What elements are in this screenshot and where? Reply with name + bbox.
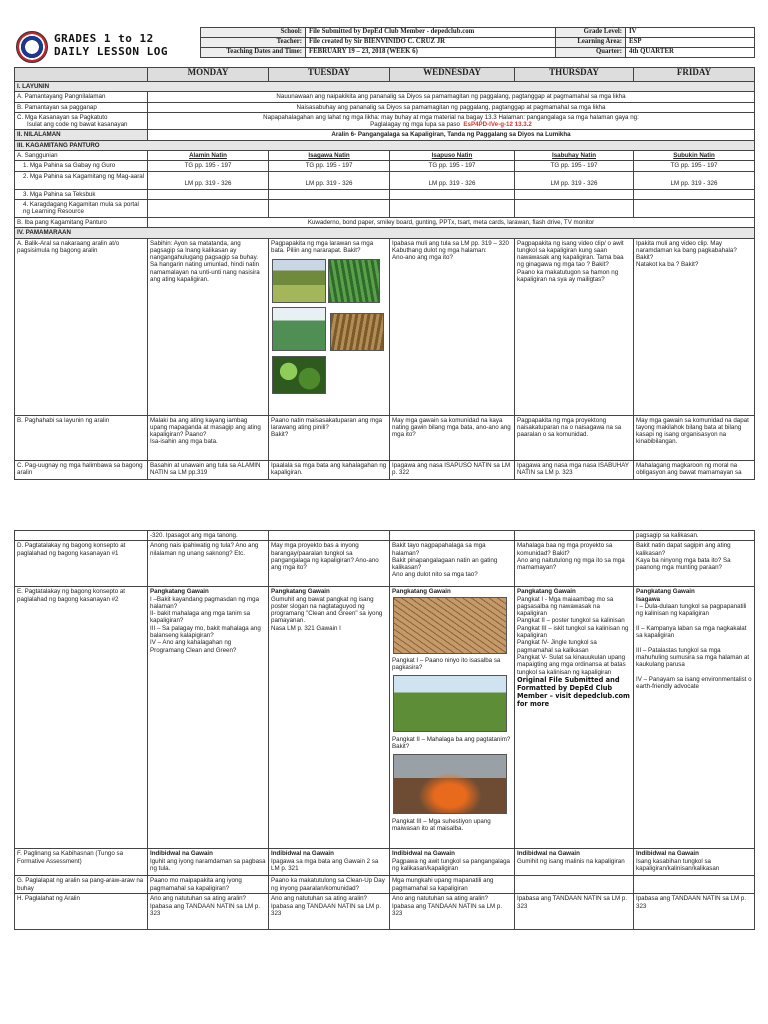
pagtatalakay-1-friday: Bakit natin dapat sagipin ang ating kalikasan? Kaya ba ninyong mga bata ito? Sa paanong mga munting paraan? bbox=[634, 541, 755, 587]
label-paglalapat: G. Paglalapat ng aralin sa pang-araw-araw na buhay bbox=[15, 876, 148, 894]
label-kasanayan bbox=[15, 112, 148, 130]
day-friday: FRIDAY bbox=[634, 68, 755, 82]
paghahabi-friday: May mga gawain sa komunidad na dapat tayong makilahok bilang bata at bilang kasapi ng isang organisasyon na kinabibilangan. bbox=[634, 415, 755, 460]
label-pamantayan-pagganap: B. Pamantayan sa pagganap bbox=[15, 102, 148, 112]
mag-aaral-friday: LM pp. 319 - 326 bbox=[634, 171, 755, 189]
gabay-guro-thursday: TG pp. 195 - 197 bbox=[515, 161, 634, 171]
photo-burning-forest bbox=[393, 754, 507, 814]
pangkatang-gawain-wednesday: Pangkatang Gawain bbox=[392, 588, 451, 596]
lesson-log-page-1 bbox=[14, 67, 754, 480]
paglalapat-wednesday: Mga mungkahi upang mapanatili ang pagmamahal sa kapaligiran bbox=[390, 876, 515, 894]
paghahabi-thursday: Pagpapakita ng mga proyektong naisakatuparan na o naisagawa na sa paaralan o sa komunidad. bbox=[515, 415, 634, 460]
day-tuesday: TUESDAY bbox=[269, 68, 390, 82]
paglinang-friday-text: Isang kasabihan tungkol sa kapaligiran/kalinisan/kalikasan bbox=[636, 857, 720, 872]
paglalahat-tuesday: Ano ang natutuhan sa ating aralin? Ipabasa ang TANDAAN NATIN sa LM p. 323 bbox=[269, 894, 390, 930]
paglalahat-monday: Ano ang natutuhan sa ating aralin? Ipabasa ang TANDAAN NATIN sa LM p. 323 bbox=[148, 894, 269, 930]
photo-corn-field bbox=[330, 313, 384, 351]
label-sanggunian: A. Sanggunian bbox=[15, 151, 148, 161]
lesson-log-page-2 bbox=[14, 530, 754, 930]
wednesday-caption-2: Pangkat II – Mahalaga ba ang pagtatanim? Bakit? bbox=[392, 735, 511, 751]
balik-aral-friday: Ipakita muli ang video clip. May naramdaman ka bang pagkabahala? Bakit? Natakot ka ba ? Bakit? bbox=[634, 238, 755, 415]
gabay-guro-monday: TG pp. 195 - 197 bbox=[148, 161, 269, 171]
value-iba-pang-kagamitan: Kuwaderno, bond paper, smiley board, gunting, PPTx, tsart, meta cards, larawan, flash drive, TV monitor bbox=[148, 217, 755, 227]
kasanayan-text: Napapahalagahan ang lahat ng mga likha: may buhay at mga material na bagay 13.3 Halaman: pangangalaga sa mga halaman gaya ng: bbox=[263, 113, 639, 121]
paglalapat-monday: Paano mo maipapakita ang iyong pagmamahal sa kapaligiran? bbox=[148, 876, 269, 894]
photo-greenhouse bbox=[272, 307, 326, 351]
sanggunian-wednesday: Isapuso Natin bbox=[390, 151, 515, 161]
school-label: School: bbox=[201, 28, 306, 38]
photo-dry-land bbox=[393, 597, 507, 654]
dates-label: Teaching Dates and Time: bbox=[201, 48, 306, 58]
sanggunian-monday: Alamin Natin bbox=[148, 151, 269, 161]
paghahabi-wednesday: May mga gawain sa komunidad na kaya nating gawin bilang mga bata, ano-ano ang mga ito? bbox=[390, 415, 515, 460]
pag-uugnay-tuesday: Ipaalala sa mga bata ang kahalagahan ng kapaligiran. bbox=[269, 460, 390, 479]
photo-crops bbox=[328, 259, 380, 303]
day-thursday: THURSDAY bbox=[515, 68, 634, 82]
paglinang-monday-text: Iguhit ang iyong naramdaman sa pagbasa ng tula. bbox=[150, 857, 266, 872]
label-balik-aral: A. Balik-Aral sa nakaraang aralin at/o pagsisimula ng bagong aralin bbox=[15, 238, 148, 415]
indibidwal-friday: Indibidwal na Gawain bbox=[636, 850, 699, 858]
pagtatalakay-2-friday-text: I – Dula-dulaan tungkol sa pagpapanatili ng kalinisan ng kapaligiran II – Kampanya laban sa mga nagkakalat sa kapaligiran III – Patalastas tungkol sa mga mahuhuling sumusira sa mga halaman at kaukulang parusa IV – Panayam sa isang environmentalist o earth-friendly advocate bbox=[636, 602, 752, 691]
quarter-label: Quarter: bbox=[556, 48, 626, 58]
value-pamantayan-pagganap: Naisasabuhay ang pananalig sa Diyos sa pamamagitan ng paggalang, pagtanggap at pagmamahal sa mga likha bbox=[148, 102, 755, 112]
continued-label-cell bbox=[15, 531, 148, 541]
mag-aaral-tuesday: LM pp. 319 - 326 bbox=[269, 171, 390, 189]
title-line-1: GRADES 1 to 12 bbox=[54, 32, 154, 45]
pagtatalakay-2-tuesday bbox=[269, 587, 390, 849]
sanggunian-tuesday: Isagawa Natin bbox=[269, 151, 390, 161]
learning-area-label: Learning Area: bbox=[556, 38, 626, 48]
paghahabi-tuesday: Paano natin maisasakatuparan ang mga larawang ating pinili? Bakit? bbox=[269, 415, 390, 460]
mag-aaral-monday: LM pp. 319 - 326 bbox=[148, 171, 269, 189]
balik-aral-tuesday bbox=[269, 238, 390, 415]
section-pamamaraan: IV. PAMAMARAAN bbox=[15, 228, 755, 238]
dates-value: FEBRUARY 19 – 23, 2018 (WEEK 6) bbox=[306, 48, 556, 58]
dll-header bbox=[14, 27, 754, 61]
paglalahat-wednesday: Ano ang natutuhan sa ating aralin? Ipabasa ang TANDAAN NATIN sa LM p. 323 bbox=[390, 894, 515, 930]
balik-aral-tuesday-text: Pagpapakita ng mga larawan sa mga bata. Piliin ang nararapat. Bakit? bbox=[271, 239, 374, 254]
section-kagamitang-panturo: III. KAGAMITANG PANTURO bbox=[15, 140, 755, 150]
paglalapat-tuesday: Paano ka makatutulong sa Clean-Up Day ng inyong paaralan/komunidad? bbox=[269, 876, 390, 894]
pag-uugnay-wednesday: Ipagawa ang nasa ISAPUSO NATIN sa LM p. 322 bbox=[390, 460, 515, 479]
pagtatalakay-2-thursday bbox=[515, 587, 634, 849]
wednesday-caption-1: Pangkat I – Paano ninyo ito isasalba sa pagkasira? bbox=[392, 656, 501, 672]
label-paglalahat: H. Paglalahat ng Aralin bbox=[15, 894, 148, 930]
photo-farming bbox=[393, 675, 507, 732]
pagtatalakay-2-monday-text: I –Bakit kayandang pagmasdan ng mga halaman? II- bakit mahalaga ang mga tanim sa kapaligiran? III – Sa palagay mo, bakit mahalaga ang balanseng kalapigiran? IV – Ano ang kahalagahan ng Programang Clean and Green? bbox=[150, 595, 261, 654]
paglinang-thursday-text: Gumihit ng isang malinis na kapaligiran bbox=[517, 857, 625, 865]
paglalahat-thursday: Ipabasa ang TANDAAN NATIN sa LM p. 323 bbox=[515, 894, 634, 930]
gabay-guro-tuesday: TG pp. 195 - 197 bbox=[269, 161, 390, 171]
lesson-table-2 bbox=[14, 530, 755, 930]
pagtatalakay-1-wednesday: Bakit tayo nagpapahalaga sa mga halaman? Bakit pinapangalagaan natin an gating kalikasan? Ano ang dulot nito sa mga tao? bbox=[390, 541, 515, 587]
title-line-2: DAILY LESSON LOG bbox=[54, 45, 168, 58]
isagawa-heading: Isagawa bbox=[636, 595, 661, 603]
label-iba-pang-kagamitan: B. Iba pang Kagamitang Panturo bbox=[15, 217, 148, 227]
balik-aral-monday: Sabihin: Ayon sa matatanda, ang pagsagip sa Inang kalikasan ay nangangahulugang pagsagip sa buhay. Sa hangarin nating umunlad, hindi natin namamalayan na unti-unti nang nasisira ang ating kapaligiran. bbox=[148, 238, 269, 415]
value-kasanayan bbox=[148, 112, 755, 130]
paglinang-friday bbox=[634, 849, 755, 876]
paglalahat-friday: Ipabasa ang TANDAAN NATIN sa LM p. 323 bbox=[634, 894, 755, 930]
day-monday: MONDAY bbox=[148, 68, 269, 82]
label-kasanayan-line2: Isulat ang code ng bawat kasanayan bbox=[27, 121, 128, 129]
kasanayan-subtext: Paglalagay ng mga lupa sa paso bbox=[370, 121, 460, 129]
teacher-label: Teacher: bbox=[201, 38, 306, 48]
day-wednesday: WEDNESDAY bbox=[390, 68, 515, 82]
pag-uugnay-monday: Basahin at unawain ang tula sa ALAMIN NATIN sa LM pp.319 bbox=[148, 460, 269, 479]
label-pag-uugnay: C. Pag-uugnay ng mga halimbawa sa bagong aralin bbox=[15, 460, 148, 479]
pagtatalakay-2-friday bbox=[634, 587, 755, 849]
depedclub-watermark: Original File Submitted and Formatted by DepEd Club Member – visit depedclub.com for more bbox=[517, 675, 630, 708]
gabay-guro-wednesday: TG pp. 195 - 197 bbox=[390, 161, 515, 171]
wednesday-caption-3: Pangkat III – Mga suhestiyon upang maiwasan ito at maisalba. bbox=[392, 817, 491, 832]
grade-level-label: Grade Level: bbox=[556, 28, 626, 38]
pagtatalakay-2-monday bbox=[148, 587, 269, 849]
mag-aaral-wednesday: LM pp. 319 - 326 bbox=[390, 171, 515, 189]
pangkatang-gawain-monday: Pangkatang Gawain bbox=[150, 588, 209, 596]
label-pamantayang-pangnilalaman: A. Pamantayang Pangnilalaman bbox=[15, 92, 148, 102]
pagtatalakay-1-thursday: Mahalaga baa ng mga proyekto sa komunidad? Bakit? Ano ang naitutulong ng mga ito sa mga mamamayan? bbox=[515, 541, 634, 587]
value-nilalaman: Aralin 6- Pangangalaga sa Kapaligiran, Tanda ng Paggalang sa Diyos na Lumikha bbox=[148, 130, 755, 140]
mag-aaral-thursday: LM pp. 319 - 326 bbox=[515, 171, 634, 189]
pagtatalakay-1-monday: Anong nais ipahiwatig ng tula? Ano ang nilalaman ng unang saknong? Etc. bbox=[148, 541, 269, 587]
label-pagtatalakay-2: E. Pagtatalakay ng bagong konsepto at paglalahad ng bagong kasanayan #2 bbox=[15, 587, 148, 849]
pangkatang-gawain-friday: Pangkatang Gawain bbox=[636, 588, 695, 596]
pagtatalakay-2-thursday-text: Pangkat I - Mga maiaambag mo sa pagsasalba ng nawawasak na kapaligiran Pangkat II – poster tungkol sa kalinisan Pangkat III – iskit tungkol sa kalinisan ng kapaligiran Pangkat IV- Jingle tungkol sa pagmamahal sa kalikasan Pangkat V- Sulat sa kinauukulan upang mapaigting ang mga ordinansa at batas tungkol sa kalinisan ng kapaligiran bbox=[517, 595, 629, 676]
pagtatalakay-2-tuesday-text: Gumuhit ang bawat pangkat ng isang poster slogan na nagtataguyod ng programang "Clean and Green" sa iyong pamayanan. Nasa LM p. 321 Gawain I bbox=[271, 595, 383, 632]
section-layunin: I. LAYUNIN bbox=[15, 82, 755, 92]
continued-monday: -320. Ipasagot ang mga tanong. bbox=[148, 531, 269, 541]
label-pagtatalakay-1: D. Pagtatalakay ng bagong konsepto at paglalahad ng bagong kasanayan #1 bbox=[15, 541, 148, 587]
indibidwal-tuesday: Indibidwal na Gawain bbox=[271, 850, 334, 858]
paglinang-tuesday-text: Ipagawa sa mga bata ang Gawain 2 sa LM p. 321 bbox=[271, 857, 379, 872]
indibidwal-thursday: Indibidwal na Gawain bbox=[517, 850, 580, 858]
learning-area-value: ESP bbox=[626, 38, 755, 48]
competency-code: EsP4PD-IVe-g-12 13.3.2 bbox=[463, 121, 532, 129]
value-pamantayang-pangnilalaman: Nauunawaan ang naipakikita ang pananalig sa Diyos sa pamamagitan ng paggalang, pagtanggap at pagmamahal sa mga likha bbox=[148, 92, 755, 102]
label-paghahabi: B. Paghahabi sa layunin ng aralin bbox=[15, 415, 148, 460]
pangkatang-gawain-tuesday: Pangkatang Gawain bbox=[271, 588, 330, 596]
balik-aral-thursday: Pagpapakita ng isang video clip/ o awit tungkol sa kapaligiran kung saan nawawasak ang kapaligiran. Tama baa ng ginagawa ng mga tao ? Bakit? Paano ka makatutugon sa hamon ng kapaligiran na sya ay mailigtas? bbox=[515, 238, 634, 415]
dll-title bbox=[54, 32, 168, 58]
pagtatalakay-1-tuesday: May mga proyekto bas a inyong barangay/paaralan tungkol sa pangangalaga ng kapaligiran? Ano-ano ang mga ito? bbox=[269, 541, 390, 587]
pag-uugnay-thursday: Ipagawa ang nasa mga nasa ISABUHAY NATIN sa LM p. 323 bbox=[515, 460, 634, 479]
balik-aral-wednesday: Ipabasa muli ang tula sa LM pp. 319 – 320 Kabuthang dulot ng mga halaman: Ano-ano ang mga ito? bbox=[390, 238, 515, 415]
photo-vegetables bbox=[272, 356, 326, 394]
grade-level-value: IV bbox=[626, 28, 755, 38]
label-teksbuk: 3. Mga Pahina sa Teksbuk bbox=[15, 189, 148, 199]
indibidwal-monday: Indibidwal na Gawain bbox=[150, 850, 213, 858]
pag-uugnay-friday: Mahalagang magkaroon ng moral na obligasyon ang bawat mamamayan sa bbox=[634, 460, 755, 479]
label-paglinang: F. Paglinang sa Kabihasnan (Tungo sa Formative Assessment) bbox=[15, 849, 148, 876]
school-value: File Submitted by DepEd Club Member - depedclub.com bbox=[306, 28, 556, 38]
label-karagdagang-kagamitan: 4. Karagdagang Kagamitan mula sa portal ng Learning Resource bbox=[15, 199, 148, 217]
corner-cell bbox=[15, 68, 148, 82]
section-nilalaman: II. NILALAMAN bbox=[15, 130, 148, 140]
indibidwal-wednesday: Indibidwal na Gawain bbox=[392, 850, 455, 858]
paghahabi-monday: Malaki ba ang ating kayang iambag upang mapaganda at masagip ang ating kapaligiran? Paano? Isa-isahin ang mga bata. bbox=[148, 415, 269, 460]
teacher-value: File created by Sir BIENVINIDO C. CRUZ JR bbox=[306, 38, 556, 48]
paglinang-wednesday-text: Pagpawa ng awit tungkol sa pangangalaga ng kalikasan/kapaligiran bbox=[392, 857, 510, 872]
gabay-guro-friday: TG pp. 195 - 197 bbox=[634, 161, 755, 171]
photo-rice-field bbox=[272, 259, 326, 303]
sanggunian-thursday: Isabuhay Natin bbox=[515, 151, 634, 161]
pangkatang-gawain-thursday: Pangkatang Gawain bbox=[517, 588, 576, 596]
paglinang-tuesday bbox=[269, 849, 390, 876]
sanggunian-friday: Subukin Natin bbox=[634, 151, 755, 161]
quarter-value: 4th QUARTER bbox=[626, 48, 755, 58]
label-kasanayan-line1: C. Mga Kasanayan sa Pagkatuto bbox=[17, 113, 108, 121]
paglinang-wednesday bbox=[390, 849, 515, 876]
paglinang-monday bbox=[148, 849, 269, 876]
pagtatalakay-2-wednesday bbox=[390, 587, 515, 849]
continued-friday: pagsagip sa kalikasan. bbox=[634, 531, 755, 541]
school-info-table bbox=[200, 27, 755, 58]
label-gabay-guro: 1. Mga Pahina sa Gabay ng Guro bbox=[15, 161, 148, 171]
label-kagamitang-mag-aaral: 2. Mga Pahina sa Kagamitang ng Mag-aaral bbox=[15, 171, 148, 189]
lesson-table-1 bbox=[14, 67, 755, 480]
deped-seal-icon bbox=[16, 31, 48, 63]
paglinang-thursday bbox=[515, 849, 634, 876]
